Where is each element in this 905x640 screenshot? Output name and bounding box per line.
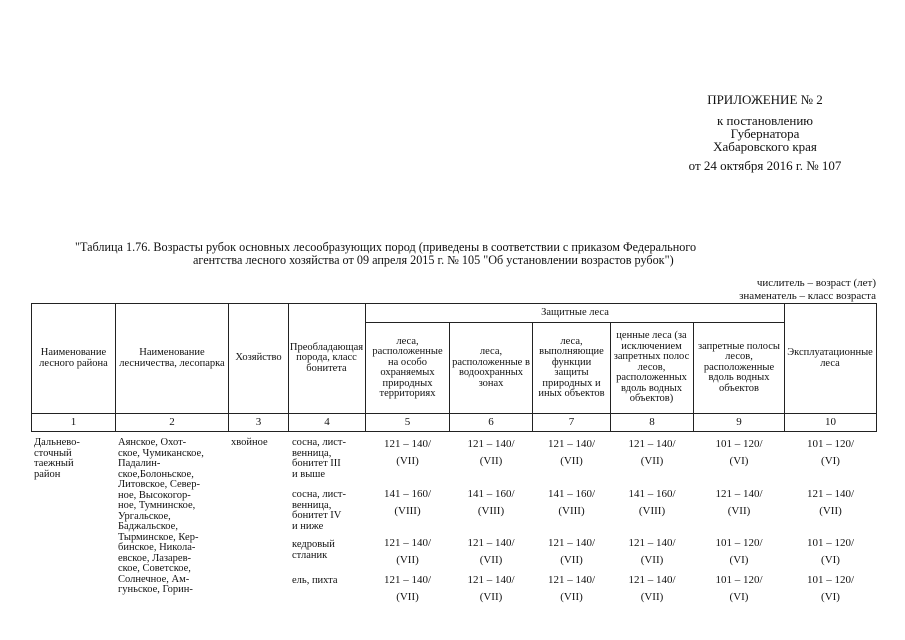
economy-type: хвойное <box>231 437 268 448</box>
table-caption-line-1: "Таблица 1.76. Возрасты рубок основных лесообразующих пород (приведены в соответствии с приказом Федерального <box>75 240 697 254</box>
col-header-protective-forests: Защитные леса <box>541 306 609 318</box>
species-cell: кедровый стланик <box>292 539 335 561</box>
col-header-exploitation: Эксплуатационные леса <box>787 347 873 369</box>
species-cell: сосна, лист- венница, бонитет IV и ниже <box>292 489 346 532</box>
age-value: 121 – 140/ (VII) <box>383 438 432 467</box>
col-number: 1 <box>70 416 77 428</box>
age-value: 121 – 140/ (VII) <box>383 574 432 603</box>
age-value: 121 – 140/ (VII) <box>383 537 432 566</box>
col-number: 8 <box>649 416 655 428</box>
col-header-region: Наименование лесного района <box>39 347 108 369</box>
header-line-2: Губернатора <box>730 126 800 141</box>
col-number: 2 <box>169 416 175 428</box>
age-value: 101 – 120/ (VI) <box>806 574 855 603</box>
age-value: 121 – 140/ (VII) <box>628 537 676 566</box>
col-number: 10 <box>825 416 836 428</box>
col-header-protection-functions: леса, выполняющие функции защиты природных и иных объектов <box>538 335 605 399</box>
col-number: 6 <box>488 416 494 428</box>
col-number: 7 <box>568 416 575 428</box>
col-number: 9 <box>736 416 742 428</box>
col-header-protected-areas: леса, расположенные на особо охраняемых природных территориях <box>372 335 443 399</box>
age-value: 121 – 140/ (VII) <box>547 438 596 467</box>
age-value: 121 – 140/ (VII) <box>467 438 515 467</box>
age-value: 121 – 140/ (VII) <box>547 537 596 566</box>
age-value: 141 – 160/ (VIII) <box>628 488 676 517</box>
age-value: 121 – 140/ (VII) <box>715 488 763 517</box>
table-caption-line-2: агентства лесного хозяйства от 09 апреля 2015 г. № 105 "Об установлении возрастов рубок") <box>193 253 674 267</box>
col-header-species: Преобладающая порода, класс бонитета <box>289 341 364 374</box>
age-value: 121 – 140/ (VII) <box>628 438 676 467</box>
header-date: от 24 октября 2016 г. № 107 <box>688 158 842 173</box>
col-number: 4 <box>324 416 330 428</box>
age-value: 121 – 140/ (VII) <box>806 488 855 517</box>
age-value: 101 – 120/ (VI) <box>806 537 855 566</box>
col-header-economy: Хозяйство <box>235 352 282 364</box>
legend-numerator: числитель – возраст (лет) <box>756 277 876 289</box>
age-value: 101 – 120/ (VI) <box>715 574 763 603</box>
col-header-restricted-strips: запретные полосы лесов, расположенные вдоль водных объектов <box>698 340 780 394</box>
species-cell: ель, пихта <box>292 575 338 586</box>
col-number: 5 <box>404 416 411 428</box>
col-header-water-zones: леса, расположенные в водоохранных зонах <box>452 346 530 389</box>
age-value: 121 – 140/ (VII) <box>467 537 515 566</box>
age-value: 141 – 160/ (VIII) <box>467 488 515 517</box>
col-number: 3 <box>255 416 262 428</box>
age-value: 101 – 120/ (VI) <box>806 438 855 467</box>
age-value: 121 – 140/ (VII) <box>467 574 515 603</box>
age-value: 101 – 120/ (VI) <box>715 537 763 566</box>
forestry-list: Аянское, Охот- ское, Чумиканское, Падалин- ское,Болоньское, Литовское, Север- ное, Высокогор- ное, Тумнинское, Ургальское, Баджальское, Тырминское, Кер- бинское, Никола- евское, Лазарев- ское, Советское, Солнечное, Ам- гуньское, Горин- <box>118 437 204 595</box>
age-value: 141 – 160/ (VIII) <box>547 488 596 517</box>
age-value: 121 – 140/ (VII) <box>628 574 676 603</box>
header-line-3: Хабаровского края <box>713 139 817 154</box>
legend-denominator: знаменатель – класс возраста <box>739 290 876 302</box>
age-value: 141 – 160/ (VIII) <box>383 488 432 517</box>
age-value: 101 – 120/ (VI) <box>715 438 763 467</box>
age-value: 121 – 140/ (VII) <box>547 574 596 603</box>
appendix-title: ПРИЛОЖЕНИЕ № 2 <box>707 92 823 107</box>
col-header-forestry: Наименование лесничества, лесопарка <box>119 347 225 369</box>
forest-region-name: Дальнево- сточный таежный район <box>34 437 80 480</box>
header-line-1: к постановлению <box>716 113 814 128</box>
col-header-valuable-forests: ценные леса (за исключением запретных полос лесов, расположенных вдоль водных объектов) <box>613 330 690 405</box>
species-cell: сосна, лист- венница, бонитет III и выше <box>292 437 346 480</box>
